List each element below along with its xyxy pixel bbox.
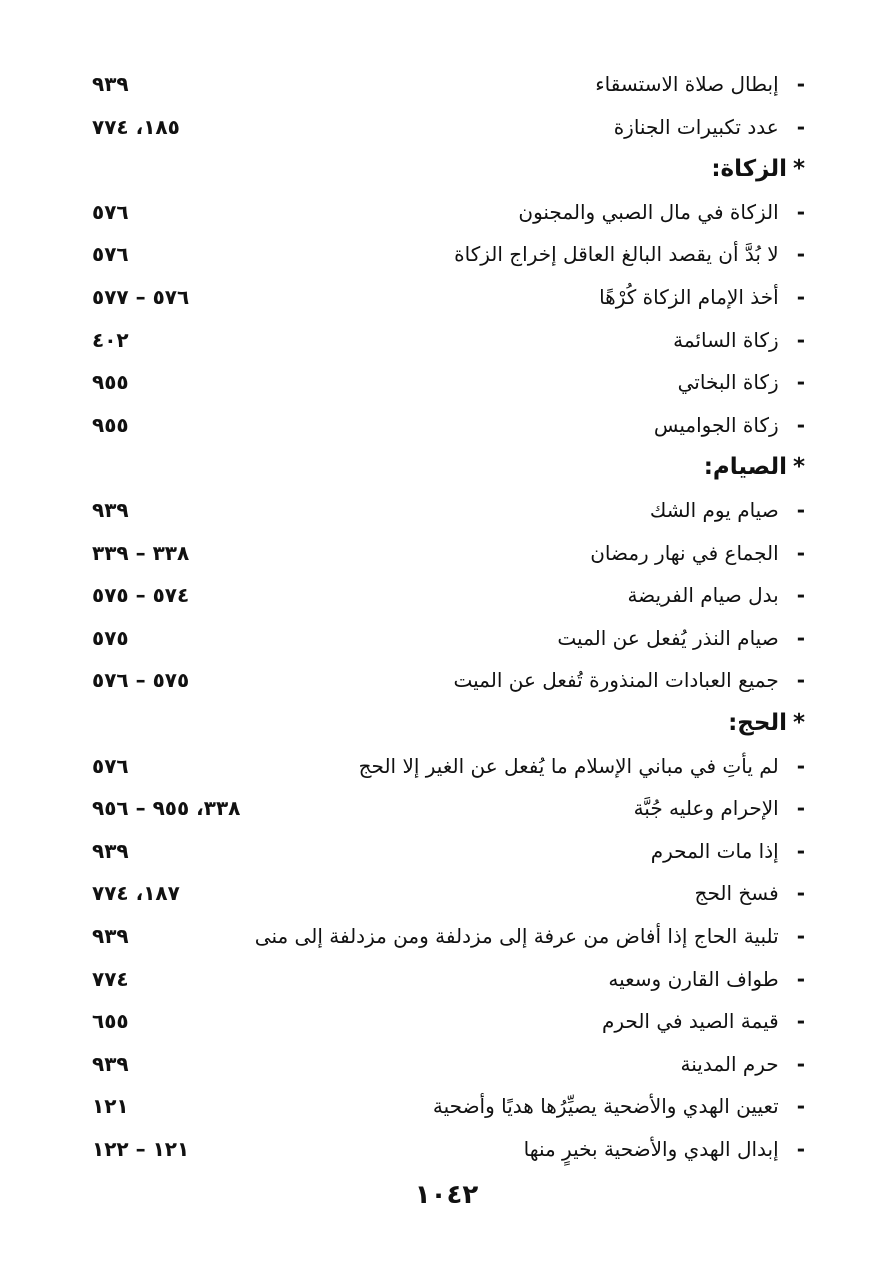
entry-bullet: - bbox=[796, 242, 805, 267]
index-entry bbox=[0, 1128, 893, 1170]
entry-label: أخذ الإمام الزكاة كُرْهًا bbox=[599, 285, 779, 309]
index-entry bbox=[0, 1043, 893, 1085]
entry-label: زكاة السائمة bbox=[673, 327, 779, 352]
entry-bullet: - bbox=[796, 199, 805, 224]
entry-label: لم يأتِ في مباني الإسلام ما يُفعل عن الغير إلا الحج bbox=[358, 753, 779, 778]
entry-text bbox=[627, 574, 805, 616]
entry-label: الإحرام وعليه جُبَّة bbox=[633, 796, 779, 821]
entry-text bbox=[681, 1043, 806, 1085]
entry-bullet: - bbox=[796, 412, 805, 437]
entry-text bbox=[599, 276, 805, 318]
index-entry bbox=[0, 489, 893, 531]
index-entry bbox=[0, 574, 893, 616]
entry-label: تلبية الحاج إذا أفاض من عرفة إلى مزدلفة ومن مزدلفة إلى منى bbox=[254, 924, 779, 948]
index-entry bbox=[0, 1085, 893, 1127]
entry-page-refs: ٩٥٥ bbox=[92, 370, 129, 395]
entry-page-refs: ٩٣٩ bbox=[92, 72, 129, 96]
entry-page-refs: ٥٧٥ – ٥٧٦ bbox=[92, 668, 190, 693]
section-heading bbox=[711, 148, 805, 190]
entry-bullet: - bbox=[796, 625, 805, 650]
entry-page-refs: ١٢١ bbox=[92, 1094, 129, 1119]
entry-bullet: - bbox=[796, 753, 805, 778]
entry-bullet: - bbox=[796, 966, 805, 991]
index-entry bbox=[0, 233, 893, 275]
entry-label: تعيين الهدي والأضحية يصيِّرُها هديًا وأضحية bbox=[432, 1094, 779, 1119]
entry-bullet: - bbox=[796, 285, 805, 309]
entry-label: صيام يوم الشك bbox=[649, 498, 779, 522]
entry-text bbox=[651, 830, 805, 872]
entry-bullet: - bbox=[796, 498, 805, 522]
entry-label: زكاة البخاتي bbox=[677, 370, 779, 395]
entry-page-refs: ٥٧٦ bbox=[92, 199, 129, 224]
heading-star: * bbox=[792, 710, 805, 736]
entry-page-refs: ٦٥٥ bbox=[92, 1009, 129, 1034]
section-heading-text: الصيام: bbox=[703, 454, 787, 481]
entry-text bbox=[454, 659, 806, 701]
entry-text bbox=[614, 106, 805, 148]
entry-bullet: - bbox=[796, 114, 805, 139]
entry-text bbox=[608, 958, 805, 1000]
entry-text bbox=[602, 1000, 805, 1042]
entry-bullet: - bbox=[796, 668, 805, 693]
entry-bullet: - bbox=[796, 583, 805, 608]
entry-text bbox=[433, 1085, 805, 1127]
entry-text bbox=[454, 233, 805, 275]
index-entry bbox=[0, 106, 893, 148]
entry-page-refs: ١٢١ – ١٢٢ bbox=[92, 1137, 190, 1161]
entry-bullet: - bbox=[796, 1009, 805, 1034]
entry-bullet: - bbox=[796, 327, 805, 352]
entry-page-refs: ٣٣٨ – ٣٣٩ bbox=[92, 540, 190, 565]
entry-text bbox=[359, 745, 805, 787]
entry-label: زكاة الجواميس bbox=[653, 412, 779, 437]
entry-text bbox=[255, 915, 805, 957]
entry-text bbox=[673, 319, 805, 361]
entry-bullet: - bbox=[796, 1051, 805, 1076]
index-entry bbox=[0, 404, 893, 446]
entry-bullet: - bbox=[796, 370, 805, 395]
entry-text bbox=[590, 532, 805, 574]
index-entry bbox=[0, 787, 893, 829]
entry-text bbox=[518, 191, 805, 233]
entry-bullet: - bbox=[796, 838, 805, 863]
heading-star: * bbox=[792, 454, 805, 481]
index-entry bbox=[0, 745, 893, 787]
entry-page-refs: ٥٧٤ – ٥٧٥ bbox=[92, 583, 190, 608]
entry-page-refs: ١٨٧، ٧٧٤ bbox=[92, 881, 180, 906]
entry-label: قيمة الصيد في الحرم bbox=[601, 1009, 779, 1034]
section-heading bbox=[728, 702, 805, 744]
index-entry bbox=[0, 659, 893, 701]
entry-text bbox=[650, 489, 805, 531]
index-entry bbox=[0, 830, 893, 872]
entry-label: حرم المدينة bbox=[680, 1051, 779, 1076]
entry-bullet: - bbox=[796, 1137, 805, 1161]
entry-label: عدد تكبيرات الجنازة bbox=[613, 114, 779, 139]
entry-page-refs: ٤٠٢ bbox=[92, 327, 129, 352]
entry-label: طواف القارن وسعيه bbox=[608, 966, 779, 991]
index-entry bbox=[0, 276, 893, 318]
heading-star: * bbox=[792, 156, 805, 183]
entry-text bbox=[678, 361, 805, 403]
index-entry bbox=[0, 63, 893, 105]
entry-page-refs: ٩٣٩ bbox=[92, 498, 129, 522]
entry-page-refs: ٣٣٨، ٩٥٥ – ٩٥٦ bbox=[92, 796, 241, 821]
entry-page-refs: ٩٥٥ bbox=[92, 412, 129, 437]
entry-text bbox=[634, 787, 805, 829]
index-entry bbox=[0, 958, 893, 1000]
entry-text bbox=[595, 63, 805, 105]
entry-page-refs: ٩٣٩ bbox=[92, 924, 129, 948]
section-heading-text: الزكاة: bbox=[711, 156, 787, 183]
index-entry bbox=[0, 617, 893, 659]
entry-page-refs: ٥٧٥ bbox=[92, 625, 129, 650]
entry-page-refs: ٥٧٦ bbox=[92, 242, 129, 267]
index-entry bbox=[0, 319, 893, 361]
index-entry bbox=[0, 532, 893, 574]
index-entry bbox=[0, 1000, 893, 1042]
page-number: ١٠٤٢ bbox=[414, 1180, 479, 1210]
entry-label: إذا مات المحرم bbox=[650, 838, 779, 863]
entry-label: صيام النذر يُفعل عن الميت bbox=[557, 625, 779, 650]
entry-page-refs: ٩٣٩ bbox=[92, 1051, 129, 1076]
entry-text bbox=[654, 404, 805, 446]
entry-page-refs: ١٨٥، ٧٧٤ bbox=[92, 114, 180, 139]
index-entry bbox=[0, 191, 893, 233]
section-heading-row bbox=[0, 148, 893, 190]
entry-bullet: - bbox=[796, 796, 805, 821]
entry-bullet: - bbox=[796, 540, 805, 565]
entry-bullet: - bbox=[796, 924, 805, 948]
section-heading bbox=[704, 446, 805, 488]
section-heading-text: الحج: bbox=[728, 710, 787, 736]
entry-label: فسخ الحج bbox=[694, 881, 779, 906]
entry-text bbox=[557, 617, 805, 659]
index-entry bbox=[0, 872, 893, 914]
index-entry bbox=[0, 915, 893, 957]
entry-label: الجماع في نهار رمضان bbox=[590, 540, 779, 565]
entry-page-refs: ٥٧٦ – ٥٧٧ bbox=[92, 285, 190, 309]
entry-bullet: - bbox=[796, 72, 805, 96]
entry-bullet: - bbox=[796, 881, 805, 906]
entry-page-refs: ٩٣٩ bbox=[92, 838, 129, 863]
entry-text bbox=[695, 872, 805, 914]
entry-page-refs: ٧٧٤ bbox=[92, 966, 129, 991]
entry-page-refs: ٥٧٦ bbox=[92, 753, 129, 778]
entry-label: الزكاة في مال الصبي والمجنون bbox=[518, 199, 779, 224]
entry-bullet: - bbox=[796, 1094, 805, 1119]
index-entry bbox=[0, 361, 893, 403]
entry-label: بدل صيام الفريضة bbox=[627, 583, 779, 608]
entry-label: إبطال صلاة الاستسقاء bbox=[595, 72, 779, 96]
entry-label: إبدال الهدي والأضحية بخيرٍ منها bbox=[523, 1137, 779, 1161]
section-heading-row bbox=[0, 446, 893, 488]
entry-label: لا بُدَّ أن يقصد البالغ العاقل إخراج الزكاة bbox=[454, 242, 779, 267]
section-heading-row bbox=[0, 702, 893, 744]
entry-label: جميع العبادات المنذورة تُفعل عن الميت bbox=[453, 668, 779, 693]
entry-text bbox=[524, 1128, 805, 1170]
